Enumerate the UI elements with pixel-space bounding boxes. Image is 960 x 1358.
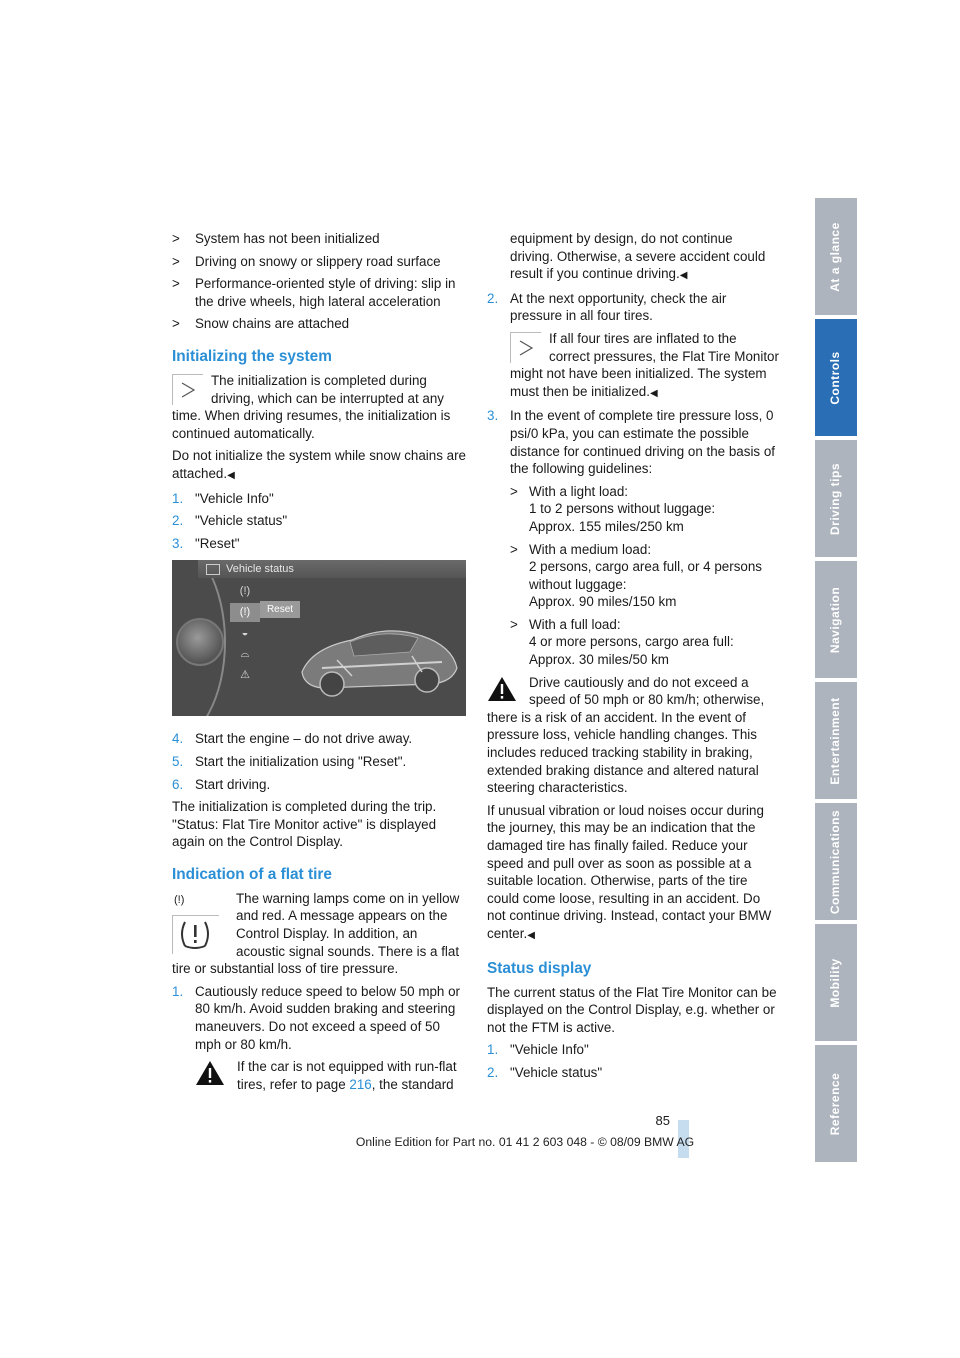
- flat-tire-block: (!) The warning lamps come on in yellow and red. A message appears on the Control Display. In addition, an acoustic signal sounds. There is a flat tire or substantial loss of tire pressure.: [172, 890, 460, 977]
- list-item: > Snow chains are attached: [172, 316, 350, 332]
- warning-triangle-icon: [487, 676, 517, 707]
- bullet-marker: >: [172, 231, 180, 246]
- page-number: 85: [655, 1113, 670, 1128]
- end-marker: ◀: [679, 270, 688, 282]
- step-item: 3. "Reset": [172, 535, 240, 551]
- note-arrow-icon: [172, 374, 203, 405]
- car-icon: ⌓: [240, 648, 250, 661]
- warning-text-2: If unusual vibration or loud noises occur during the journey, this may be an indication that the damaged tire has finally failed. Reduce your speed and pull over as soon as possible at a suitable location. Otherwise, parts of the tire could come loose, resulting in an accident. Do not continue driving. Instead, contact your BMW center.◀: [487, 802, 772, 941]
- car-illustration-icon: [292, 610, 462, 706]
- warning-triangle-icon: ⚠: [240, 669, 250, 682]
- controller-knob-icon: [176, 618, 224, 666]
- list-item: > With a full load: 4 or more persons, cargo area full: Approx. 30 miles/50 km: [510, 616, 734, 668]
- status-text: The current status of the Flat Tire Monitor can be displayed on the Control Display, e.g. whether or not the FTM is active.: [487, 984, 777, 1035]
- list-item: > Driving on snowy or slippery road surface: [172, 253, 441, 269]
- step-item: 1. Cautiously reduce speed to below 50 mph or 80 km/h. Avoid sudden braking and steering maneuvers. Do not exceed a speed of 50 mph or 80 km/h.: [172, 983, 460, 1052]
- footer: Online Edition for Part no. 01 41 2 603 048 - © 08/09 BMW AG: [355, 1135, 695, 1149]
- section-heading-flat-tire: Indication of a flat tire: [172, 865, 332, 883]
- tab-at-a-glance[interactable]: At a glance: [815, 198, 857, 315]
- right-column: [487, 230, 779, 1087]
- step-item: 3. In the event of complete tire pressure loss, 0 psi/0 kPa, you can estimate the possible distance for continued driving on the basis of the following guidelines:: [487, 408, 776, 477]
- runflat-warning-continued: equipment by design, do not continue driving. Otherwise, a severe accident could result if you continue driving.◀: [510, 231, 766, 282]
- screen-title-bar: Vehicle status: [198, 560, 466, 578]
- vehicle-status-screenshot: [172, 560, 466, 716]
- note-text: Do not initialize the system while snow chains are attached.◀: [172, 448, 466, 481]
- step-item: 1. "Vehicle Info": [172, 490, 274, 506]
- tire-warning-icon: (!): [239, 585, 251, 598]
- load-list: [510, 483, 779, 669]
- bullet-marker: >: [172, 276, 180, 292]
- step-item: 1. "Vehicle Info": [487, 1042, 589, 1058]
- section-heading-status-display: Status display: [487, 959, 592, 977]
- end-marker: ◀: [649, 387, 658, 399]
- section-heading-initializing: Initializing the system: [172, 347, 332, 365]
- bullet-marker: >: [172, 316, 180, 332]
- tire-warning-selected-icon: (!): [230, 603, 260, 622]
- tab-communications[interactable]: Communications: [815, 803, 857, 920]
- list-item: > Performance-oriented style of driving: slip in the drive wheels, high lateral acceleration: [172, 276, 456, 309]
- page-link-216[interactable]: 216: [349, 1076, 372, 1092]
- step-item: 4. Start the engine – do not drive away.: [172, 731, 413, 747]
- step-item: 5. Start the initialization using "Reset".: [172, 753, 407, 769]
- step-item: 2. "Vehicle status": [487, 1064, 603, 1080]
- note-block: If all four tires are inflated to the correct pressures, the Flat Tire Monitor might not have been initialized. The system must then be initialized.◀: [510, 330, 779, 399]
- list-item: > System has not been initialized: [172, 231, 380, 246]
- step-item: 2. "Vehicle status": [172, 513, 288, 529]
- runflat-warning-block: If the car is not equipped with run-flat tires, refer to page 216, the standard: [195, 1058, 466, 1098]
- screen-menu: [230, 582, 260, 687]
- tab-driving-tips[interactable]: Driving tips: [815, 440, 857, 557]
- tire-pressure-small-icon: (!): [174, 893, 185, 906]
- tab-entertainment[interactable]: Entertainment: [815, 682, 857, 799]
- speed-warning-block: Drive cautiously and do not exceed a speed of 50 mph or 80 km/h; otherwise, there is a risk of an accident. In the event of pressure loss, vehicle handling changes. This includes reduced tracking stability in braking, extended braking distance and altered natural steering characteristics.: [487, 674, 765, 796]
- reset-menu-item: Reset: [260, 601, 300, 618]
- tab-navigation[interactable]: Navigation: [815, 561, 857, 678]
- warning-triangle-icon: [195, 1060, 225, 1091]
- tire-warning-lamps: [172, 892, 224, 955]
- list-item: > With a light load: 1 to 2 persons without luggage: Approx. 155 miles/250 km: [510, 483, 716, 534]
- note-arrow-icon: [510, 332, 541, 363]
- note-block: The initialization is completed during driving, which can be interrupted at any time. When driving resumes, the initialization is continued automatically.: [172, 372, 451, 441]
- end-marker: ◀: [227, 469, 235, 481]
- tire-pressure-warning-icon: [172, 915, 219, 954]
- tab-controls[interactable]: Controls: [815, 319, 857, 436]
- tab-mobility[interactable]: Mobility: [815, 924, 857, 1041]
- chapter-tabs: [815, 198, 857, 1166]
- vehicle-info-icon: [206, 564, 220, 575]
- step-item: 2. At the next opportunity, check the air pressure in all four tires.: [487, 290, 727, 324]
- list-item: > With a medium load: 2 persons, cargo area full, or 4 persons without luggage: Approx. 90 miles/150 km: [510, 541, 762, 610]
- end-marker: ◀: [527, 929, 535, 941]
- left-column: [172, 230, 466, 1098]
- tab-reference[interactable]: Reference: [815, 1045, 857, 1162]
- oil-can-icon: ◒: [241, 627, 249, 640]
- bullet-marker: >: [172, 253, 180, 269]
- step-item: 6. Start driving.: [172, 776, 271, 792]
- init-after-text: The initialization is completed during the trip. "Status: Flat Tire Monitor active" is displayed again on the Control Display.: [172, 799, 437, 850]
